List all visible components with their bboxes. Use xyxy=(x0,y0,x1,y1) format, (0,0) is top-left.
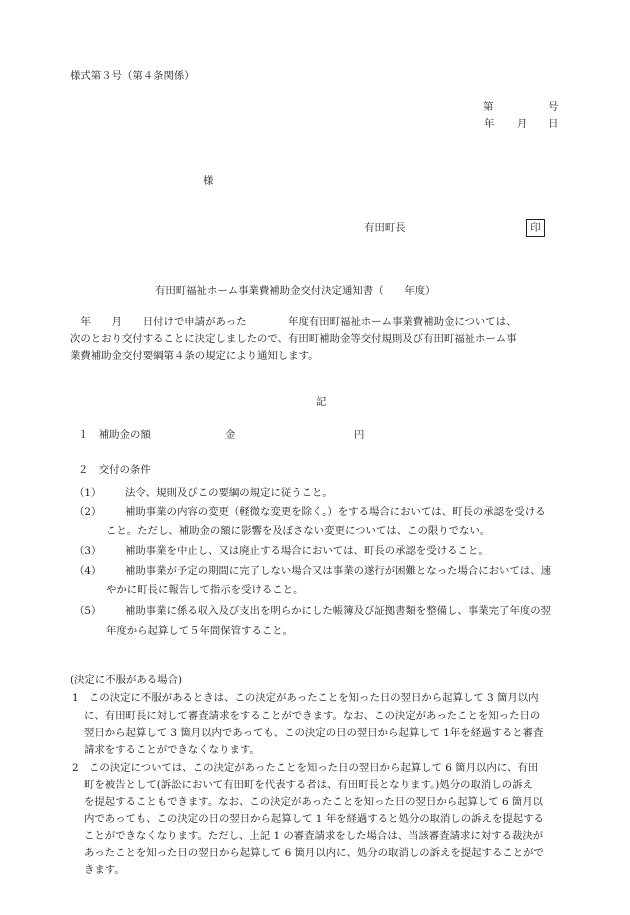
appeal-line: 内であっても、この決定の日の翌日から起算して 1 年を経過すると処分の取消しの訴えを提起する xyxy=(84,813,544,825)
condition-line: 補助事業の内容の変更（軽微な変更を除く。）をする場合においては、町長の承認を受ける xyxy=(125,506,546,518)
appeal-heading: (決定に不服がある場合) xyxy=(70,674,183,686)
date-year: 年 xyxy=(484,118,495,130)
condition-line: 補助事業を中止し、又は廃止する場合においては、町長の承認を受けること。 xyxy=(125,545,489,557)
condition-number: （5） xyxy=(74,605,102,617)
appeal-line: を提起することもできます。なお、この決定があったことを知った日の翌日から起算して 6 箇月以 xyxy=(84,796,544,808)
conditions-heading: ２ 交付の条件 xyxy=(78,464,151,476)
condition-line: こと。ただし、補助金の額に影響を及ぼさない変更については、この限りでない。 xyxy=(106,525,491,537)
appeal-line: あったことを知った日の翌日から起算して 6 箇月以内に、処分の取消しの訴えを提起することがで xyxy=(84,847,544,859)
condition-line: 補助事業に係る収入及び支出を明らかにした帳簿及び証拠書類を整備し、事業完了年度の翌 xyxy=(125,605,552,617)
condition-number: （3） xyxy=(74,545,102,557)
form-label: 様式第３号（第４条関係） xyxy=(70,70,195,82)
date-day: 日 xyxy=(548,118,559,130)
appeal-line: ことができなくなります。ただし、上記 1 の審査請求をした場合は、当該審査請求に対する裁決が xyxy=(84,830,544,842)
appeal-line: 請求をすることができなくなります。 xyxy=(84,744,260,756)
amount-yen: 円 xyxy=(354,429,365,441)
body-line: 次のとおり交付することに決定しましたので、有田町補助金等交付規則及び有田町福祉ホーム事 xyxy=(70,333,517,345)
document-title: 有田町福祉ホーム事業費補助金交付決定通知書（ 年度） xyxy=(155,285,436,297)
appeal-line: に、有田町長に対して審査請求をすることができます。なお、この決定があったことを知った日の xyxy=(84,710,541,722)
date-month: 月 xyxy=(517,118,528,130)
appeal-number: 1 xyxy=(72,692,79,704)
condition-number: （1） xyxy=(74,487,102,499)
appeal-number: 2 xyxy=(72,762,79,774)
seal-box xyxy=(526,219,545,237)
body-line: 年 月 日付けで申請があった 年度有田町福祉ホーム事業費補助金については、 xyxy=(70,316,517,328)
issuer-name: 有田町長 xyxy=(364,222,406,234)
condition-number: （4） xyxy=(74,565,102,577)
condition-line: 年度から起算して５年間保管すること。 xyxy=(106,625,294,637)
doc-number-prefix: 第 xyxy=(483,101,494,113)
doc-number-suffix: 号 xyxy=(548,101,559,113)
addressee-suffix: 様 xyxy=(203,175,214,187)
amount-label: １ 補助金の額 xyxy=(78,429,151,441)
appeal-line: 町を被告として(訴訟において有田町を代表する者は、有田町長となります。)処分の取消しの訴え xyxy=(84,779,533,791)
condition-number: （2） xyxy=(74,506,102,518)
condition-line: やかに町長に報告して指示を受けること。 xyxy=(106,584,304,596)
condition-line: 補助事業が予定の期間に完了しない場合又は事業の遂行が困難となった場合においては、速 xyxy=(125,565,552,577)
condition-line: 法令、規則及びこの要綱の規定に従うこと。 xyxy=(125,487,333,499)
body-line: 業費補助金交付要綱第４条の規定により通知します。 xyxy=(70,350,319,362)
appeal-line: この決定に不服があるときは、この決定があったことを知った日の翌日から起算して 3 箇月以内 xyxy=(89,692,539,704)
seal-char: 印 xyxy=(530,221,541,234)
appeal-line: 翌日から起算して 3 箇月以内であっても、この決定の日の翌日から起算して 1年を経過すると審査 xyxy=(84,727,544,739)
appeal-line: きます。 xyxy=(84,864,125,876)
amount-kin: 金 xyxy=(225,429,236,441)
ki-heading: 記 xyxy=(316,396,327,408)
appeal-line: この決定については、この決定があったことを知った日の翌日から起算して 6 箇月以内に、有田 xyxy=(89,762,539,774)
